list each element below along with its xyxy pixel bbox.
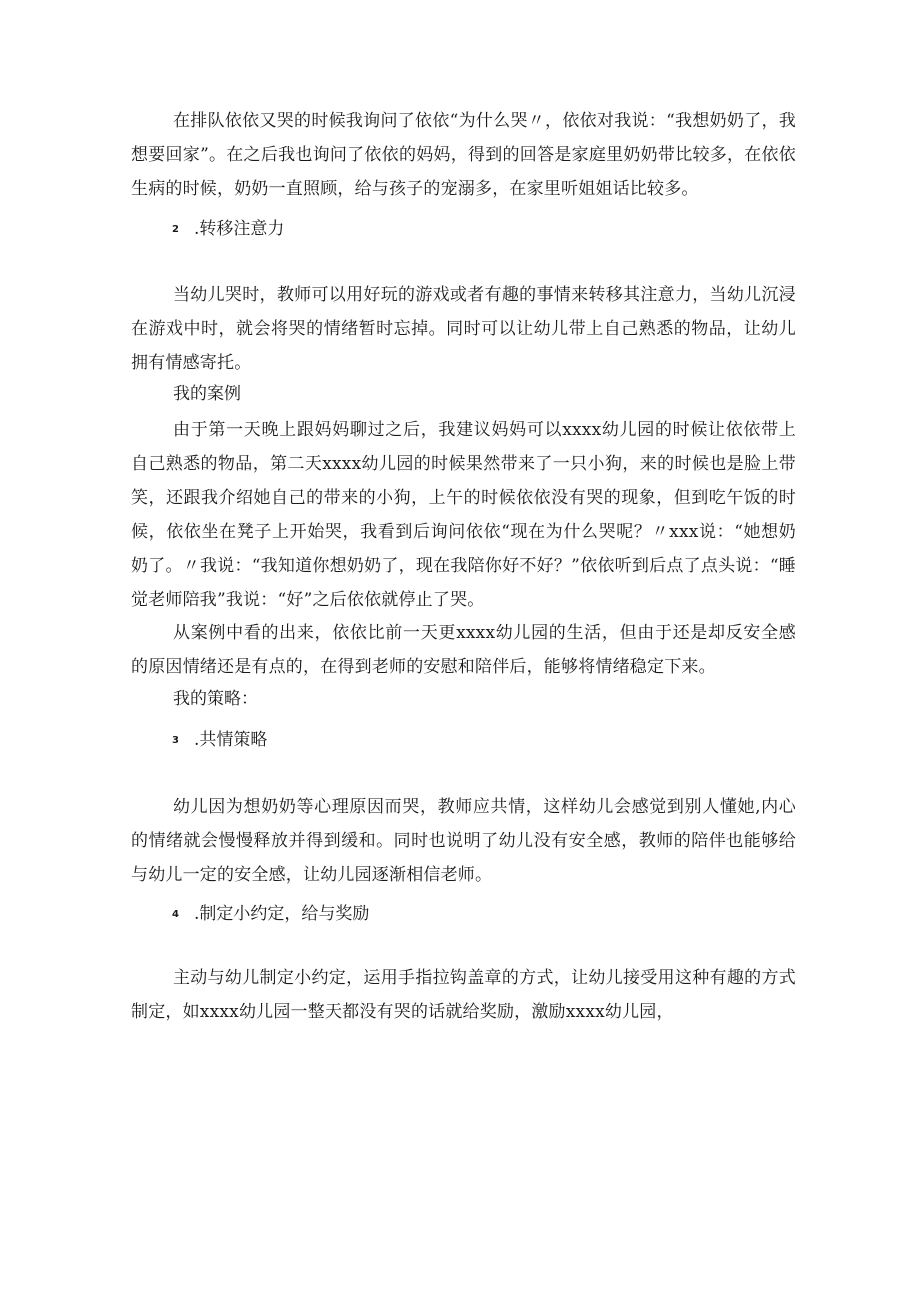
section-heading-4 [172,903,369,926]
section-number: 4 [172,908,179,920]
paragraph-empathy: 幼儿因为想奶奶等心理原因而哭，教师应共情，这样幼儿会感觉到别人懂她,内心的情绪就会慢慢释放并得到缓和。同时也说明了幼儿没有安全感，教师的陪伴也能够给与幼儿一定的安全感，让幼儿园逐渐相信老师。 [131,797,796,885]
paragraph-agreement: 主动与幼儿制定小约定，运用手指拉钩盖章的方式，让幼儿接受用这种有趣的方式制定，如xxxx幼儿园一整天都没有哭的话就给奖励，激励xxxx幼儿园， [131,968,796,1022]
paragraph-case-analysis: 从案例中看的出来，依依比前一天更xxxx幼儿园的生活，但由于还是却反安全感的原因情绪还是有点的，在得到老师的安慰和陪伴后，能够将情绪稳定下来。 [131,623,796,677]
section-heading-3 [172,729,267,752]
paragraph-case: 由于第一天晚上跟妈妈聊过之后，我建议妈妈可以xxxx幼儿园的时候让依依带上自己熟悉的物品，第二天xxxx幼儿园的时候果然带来了一只小狗，来的时候也是脸上带笑，还跟我介绍她自己的带来的小狗，上午的时候依依没有哭的现象，但到吃午饭的时候，依依坐在凳子上开始哭，我看到后询问依依“现在为什么哭呢？〃xxx说：“她想奶奶了。〃我说：“我知道你想奶奶了，现在我陪你好不好？”依依听到后点了点头说：“睡觉老师陪我”我说：“好”之后依依就停止了哭。 [131,420,796,610]
paragraph-inquiry: 在排队依依又哭的时候我询问了依依“为什么哭〃，依依对我说：“我想奶奶了，我想要回家”。在之后我也询问了依依的妈妈，得到的回答是家庭里奶奶带比较多，在依依生病的时候，奶奶一直照顾，给与孩子的宠溺多，在家里听姐姐话比较多。 [131,111,796,199]
label-my-case: 我的案例 [173,384,241,404]
section-title: .转移注意力 [194,219,285,239]
section-title: .共情策略 [194,730,268,750]
paragraph-distraction: 当幼儿哭时，教师可以用好玩的游戏或者有趣的事情来转移其注意力，当幼儿沉浸在游戏中时，就会将哭的情绪暂时忘掉。同时可以让幼儿带上自己熟悉的物品，让幼儿拥有情感寄托。 [131,285,796,373]
section-number: 3 [172,734,179,746]
label-my-strategy: 我的策略： [173,689,258,709]
section-title: .制定小约定，给与奖励 [194,904,370,924]
section-heading-2 [172,218,284,241]
section-number: 2 [172,223,179,235]
